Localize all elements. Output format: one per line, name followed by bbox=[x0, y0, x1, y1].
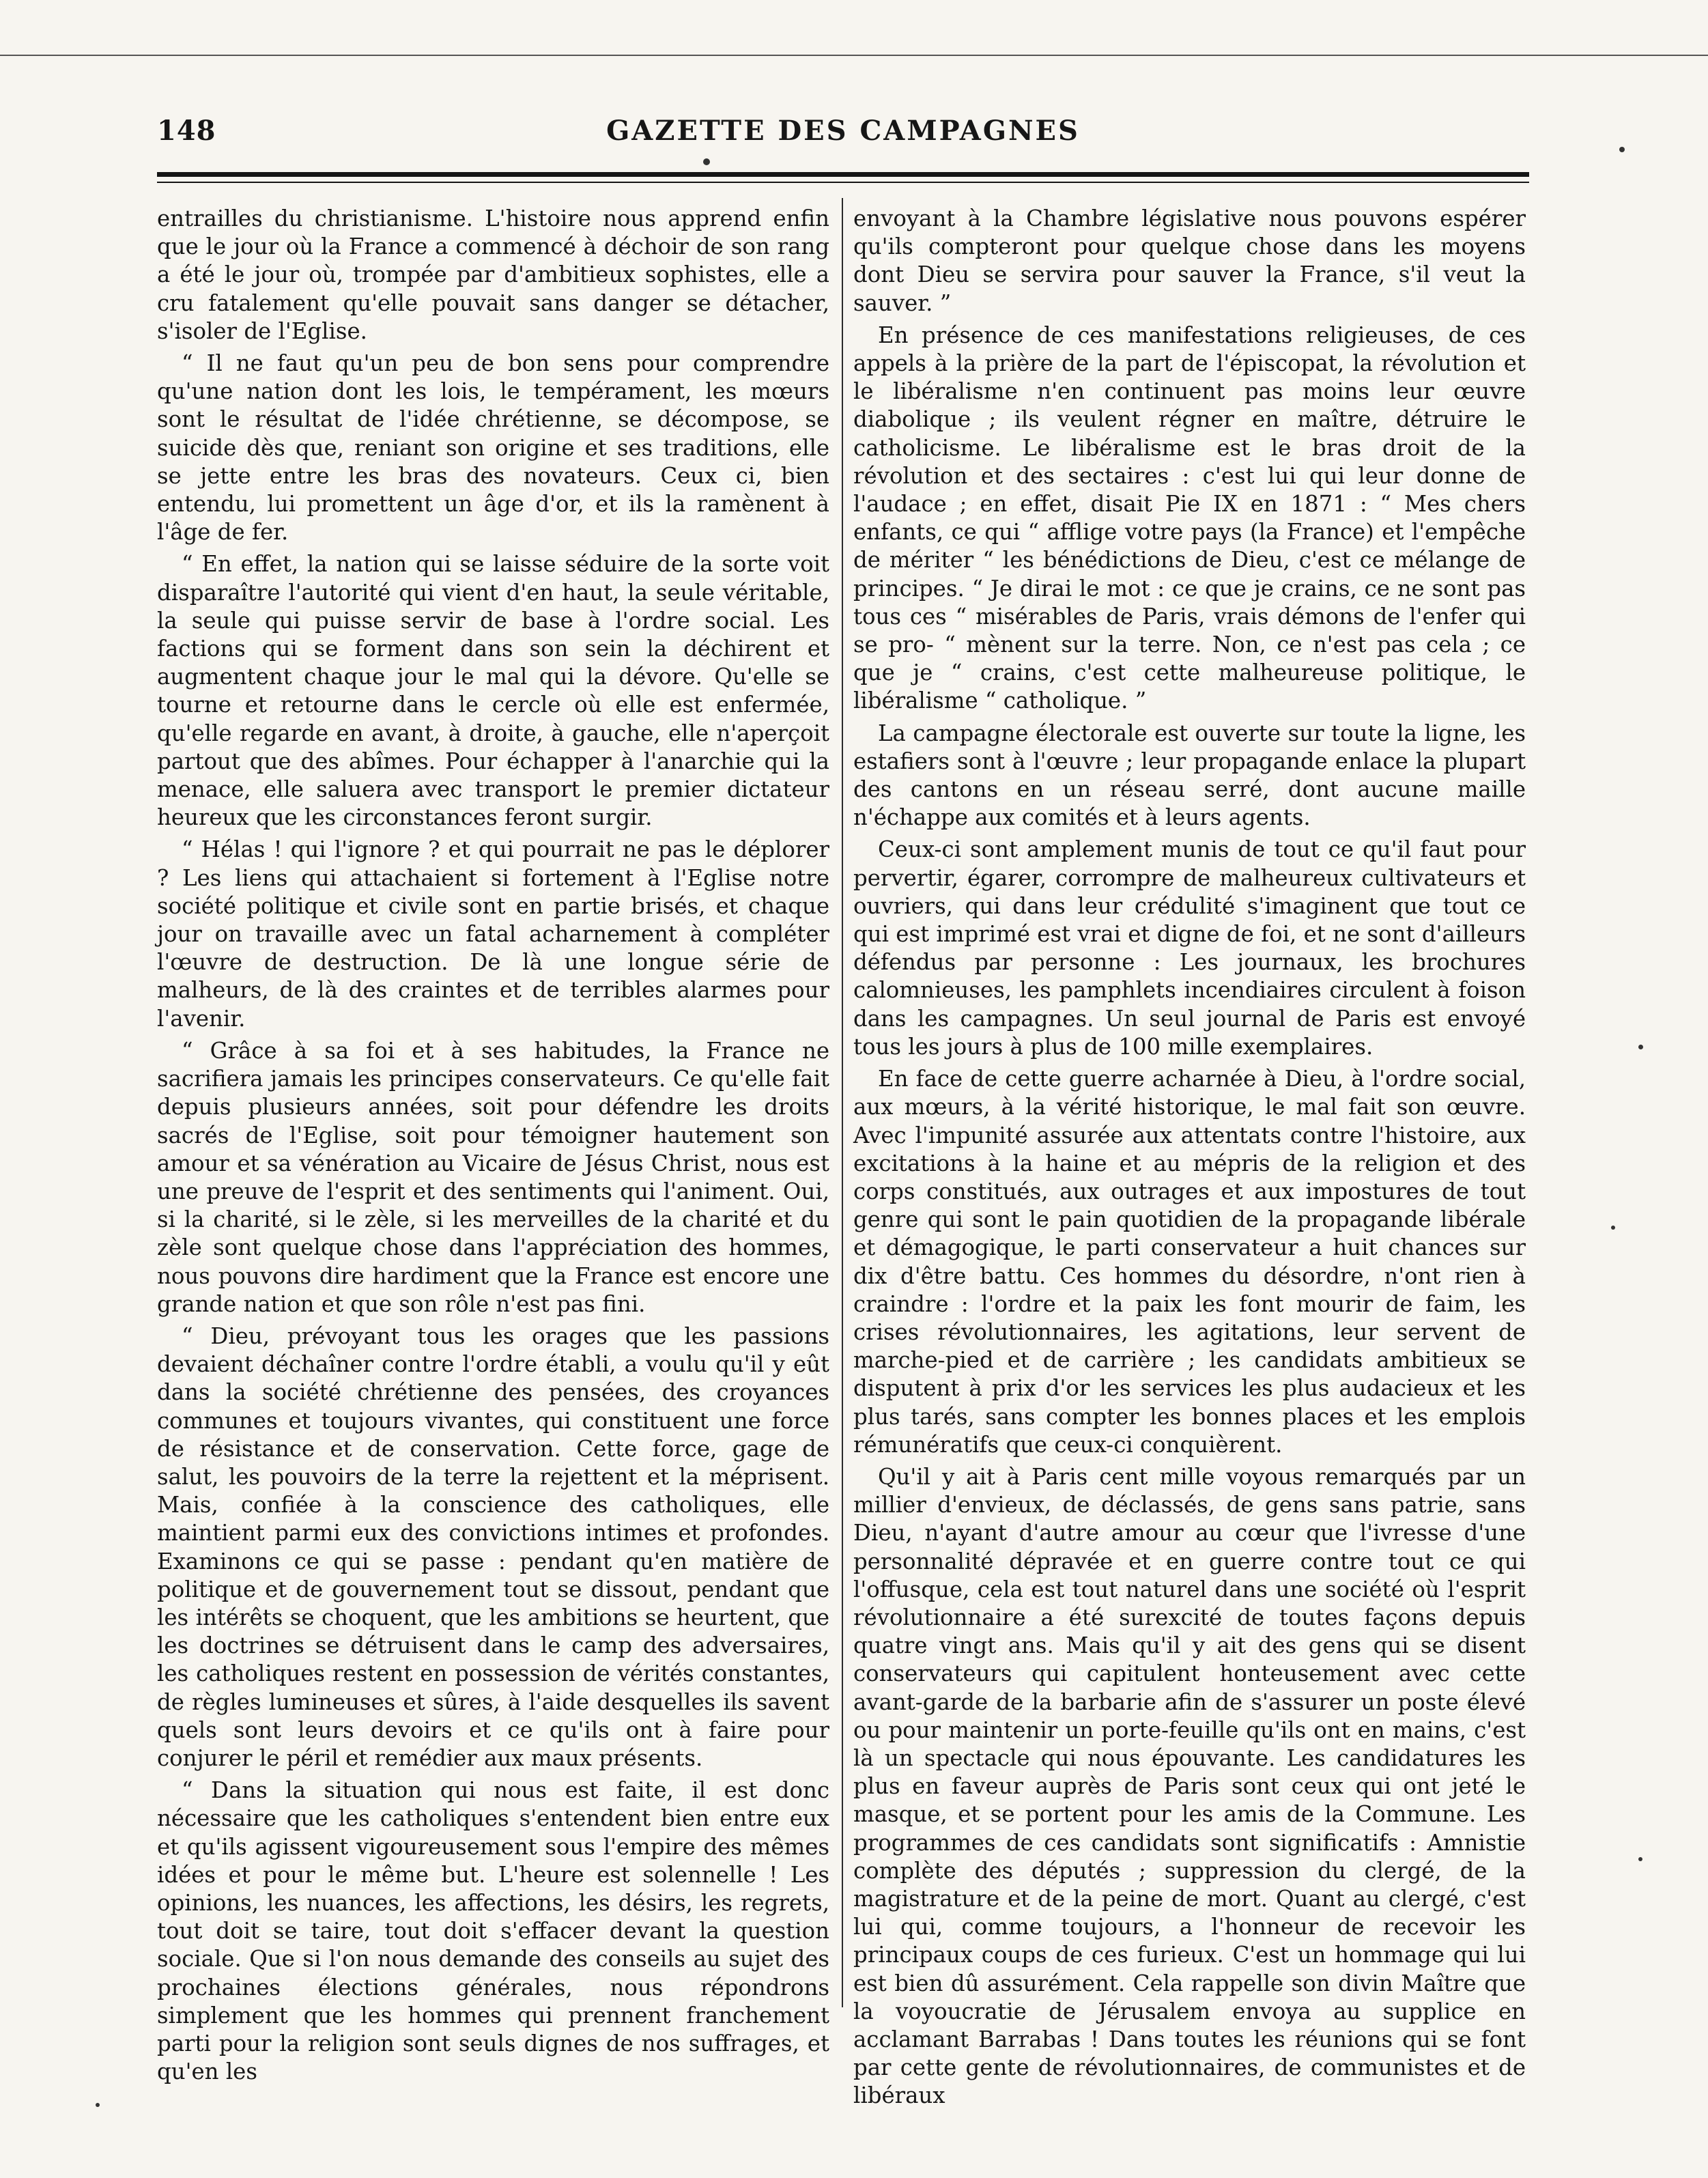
paragraph: “ Dieu, prévoyant tous les orages que les passions devaient déchaîner contre l'ordre établi, a voulu qu'il y eût dans la société chrétienne des pensées, des croyances communes et toujours vivantes, qui constituent une force de résistance et de conservation. Cette force, gage de salut, les pouvoirs de la terre la rejettent et la méprisent. Mais, confiée à la conscience des catholiques, elle maintient parmi eux des convictions intimes et profondes. Examinons ce qui se passe : pendant qu'en matière de politique et de gouvernement tout se dissout, pendant que les intérêts se choquent, que les ambitions se heurtent, que les doctrines se détruisent dans le camp des adversaires, les catholiques restent en possession de vérités constantes, de règles lumineuses et sûres, à l'aide desquelles ils savent quels sont leurs devoirs et ce qu'ils ont à faire pour conjurer le péril et remédier aux maux présents. bbox=[157, 1323, 829, 1771]
ink-speck bbox=[1611, 1226, 1615, 1230]
ink-speck bbox=[1638, 1045, 1643, 1049]
paragraph: “ En effet, la nation qui se laisse séduire de la sorte voit disparaître l'autorité qui vient d'en haut, la seule véritable, la seule qui puisse servir de base à l'ordre social. Les factions qui se forment dans son sein la déchirent et augmentent chaque jour le mal qui la dévore. Qu'elle se tourne et retourne dans le cercle où elle est enfermée, qu'elle regarde en avant, à droite, à gauche, elle n'aperçoit partout que des abîmes. Pour échapper à l'anarchie qui la menace, elle saluera avec transport le premier dictateur heureux que les circonstances feront surgir. bbox=[157, 551, 829, 831]
journal-title: GAZETTE DES CAMPAGNES bbox=[606, 115, 1080, 147]
page-header bbox=[157, 115, 1529, 162]
left-column bbox=[157, 205, 829, 2090]
paragraph: La campagne électorale est ouverte sur toute la ligne, les estafiers sont à l'œuvre ; leur propagande enlace la plupart des cantons en un réseau serré, dont aucune maille n'échappe aux comités et à leurs agents. bbox=[853, 720, 1526, 831]
ink-speck bbox=[1638, 1857, 1642, 1861]
header-rule-thin bbox=[157, 182, 1529, 183]
paragraph: “ Dans la situation qui nous est faite, il est donc nécessaire que les catholiques s'entendent bien entre eux et qu'ils agissent vigoureusement sous l'empire des mêmes idées et pour le même but. L'heure est solennelle ! Les opinions, les nuances, les affections, les désirs, les regrets, tout doit se taire, tout doit s'effacer devant la question sociale. Que si l'on nous demande des conseils au sujet des prochaines élections générales, nous répondrons simplement que les hommes qui prennent franchement parti pour la religion sont seuls dignes de nos suffrages, et qu'en les bbox=[157, 1777, 829, 2085]
ink-speck bbox=[703, 158, 710, 165]
paragraph: entrailles du christianisme. L'histoire nous apprend enfin que le jour où la France a commencé à déchoir de son rang a été le jour où, trompée par d'ambitieux sophistes, elle a cru fatalement qu'elle pouvait sans danger se détacher, s'isoler de l'Eglise. bbox=[157, 206, 829, 344]
ink-speck bbox=[1619, 147, 1625, 152]
right-column bbox=[853, 205, 1526, 2115]
paragraph: Qu'il y ait à Paris cent mille voyous remarqués par un millier d'envieux, de déclassés, de gens sans patrie, sans Dieu, n'ayant d'autre amour au cœur que l'ivresse d'une personnalité dépravée et en guerre contre tout ce qui l'offusque, cela est tout naturel dans une société où l'esprit révolutionnaire a été surexcité de toutes façons depuis quatre vingt ans. Mais qu'il y ait des gens qui se disent conservateurs qui capitulent honteusement avec cette avant-garde de la barbarie afin de s'assurer un poste élevé ou pour maintenir un porte-feuille qu'ils ont en mains, c'est là un spectacle qui nous épouvante. Les candidatures les plus en faveur auprès de Paris sont ceux qui ont jeté le masque, et se portent pour les amis de la Commune. Les programmes de ces candidats sont significatifs : Amnistie complète des députés ; suppression du clergé, de la magistrature et de la peine de mort. Quant au clergé, c'est lui qui, comme toujours, a l'honneur de recevoir les principaux coups de ces furieux. C'est un hommage qui lui est bien dû assurément. Cela rappelle son divin Maître que la voyoucratie de Jérusalem envoya au supplice en acclamant Barrabas ! Dans toutes les réunions qui se font par cette gente de révolutionnaires, de communistes et de libéraux bbox=[853, 1463, 1526, 2109]
page-edge-line bbox=[0, 55, 1708, 56]
paragraph: “ Il ne faut qu'un peu de bon sens pour comprendre qu'une nation dont les lois, le tempérament, les mœurs sont le résultat de l'idée chrétienne, se décompose, se suicide dès que, reniant son origine et ses traditions, elle se jette entre les bras des novateurs. Ceux ci, bien entendu, lui promettent un âge d'or, et ils la ramènent à l'âge de fer. bbox=[157, 350, 829, 546]
column-divider bbox=[842, 198, 843, 2007]
page-number: 148 bbox=[157, 115, 216, 147]
paragraph: Ceux-ci sont amplement munis de tout ce qu'il faut pour pervertir, égarer, corrompre de malheureux cultivateurs et ouvriers, qui dans leur crédulité s'imaginent que tout ce qui est imprimé est vrai et digne de foi, et ne sont d'ailleurs défendus par personne : Les journaux, les brochures calomnieuses, les pamphlets incendiaires circulent à foison dans les campagnes. Un seul journal de Paris est envoyé tous les jours à plus de 100 mille exemplaires. bbox=[853, 836, 1526, 1060]
paragraph: En présence de ces manifestations religieuses, de ces appels à la prière de la part de l'épiscopat, la révolution et le libéralisme n'en continuent pas moins leur œuvre diabolique ; ils veulent régner en maître, détruire le catholicisme. Le libéralisme est le bras droit de la révolution et des sectaires : c'est lui qui leur donne de l'audace ; en effet, disait Pie IX en 1871 : “ Mes chers enfants, ce qui “ afflige votre pays (la France) et l'empêche de mériter “ les bénédictions de Dieu, c'est ce mélange de principes. “ Je dirai le mot : ce que je crains, ce ne sont pas tous ces “ misérables de Paris, vrais démons de l'enfer qui se pro- “ mènent sur la terre. Non, ce n'est pas cela ; ce que je “ crains, c'est cette malheureuse politique, le libéralisme “ catholique. ” bbox=[853, 322, 1526, 714]
paragraph: “ Grâce à sa foi et à ses habitudes, la France ne sacrifiera jamais les principes conservateurs. Ce qu'elle fait depuis plusieurs années, soit pour défendre les droits sacrés de l'Eglise, soit pour témoigner hautement son amour et sa vénération au Vicaire de Jésus Christ, nous est une preuve de l'esprit et des sentiments qui l'animent. Oui, si la charité, si le zèle, si les merveilles de la charité et du zèle sont quelque chose dans l'appréciation des hommes, nous pouvons dire hardiment que la France est encore une grande nation et que son rôle n'est pas fini. bbox=[157, 1037, 829, 1317]
ink-speck bbox=[96, 2103, 100, 2107]
paragraph: envoyant à la Chambre législative nous pouvons espérer qu'ils compteront pour quelque chose dans les moyens dont Dieu se servira pour sauver la France, s'il veut la sauver. ” bbox=[853, 206, 1526, 316]
header-rule-thick bbox=[157, 172, 1529, 177]
paragraph: En face de cette guerre acharnée à Dieu, à l'ordre social, aux mœurs, à la vérité historique, le mal fait son œuvre. Avec l'impunité assurée aux attentats contre l'histoire, aux excitations à la haine et au mépris de la religion et des corps constitués, aux outrages et aux impostures de tout genre qui sont le pain quotidien de la propagande libérale et démagogique, le parti conservateur a huit chances sur dix d'être battu. Ces hommes du désordre, n'ont rien à craindre : l'ordre et la paix les font mourir de faim, les crises révolutionnaires, les agitations, leur servent de marche-pied et de carrière ; les candidats ambitieux se disputent à prix d'or les services les plus audacieux et les plus tarés, sans compter les bonnes places et les emplois rémunératifs que ceux-ci conquièrent. bbox=[853, 1066, 1526, 1458]
paragraph: “ Hélas ! qui l'ignore ? et qui pourrait ne pas le déplorer ? Les liens qui attachaient si fortement à l'Eglise notre société politique et civile sont en partie brisés, et chaque jour on travaille avec un fatal acharnement à compléter l'œuvre de destruction. De là une longue série de malheurs, de là des craintes et de terribles alarmes pour l'avenir. bbox=[157, 836, 829, 1032]
